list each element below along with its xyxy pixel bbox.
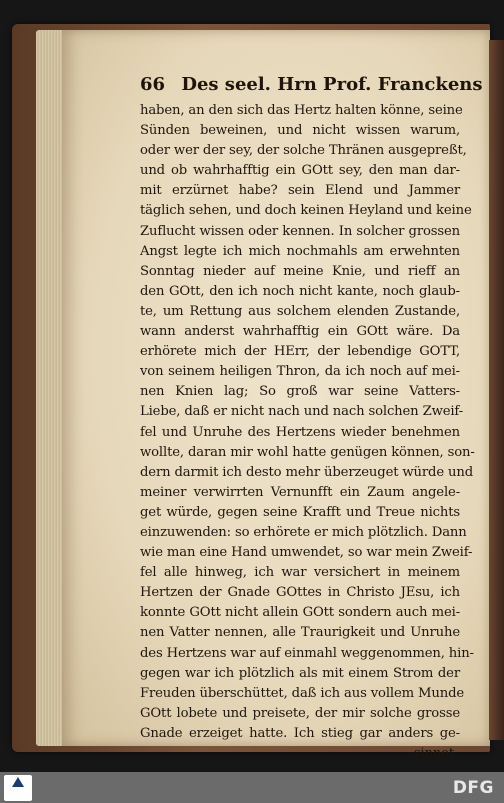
- text-line: täglich sehen, und doch keinen Heyland und keine: [140, 203, 472, 219]
- logo-mark-icon: [12, 777, 24, 787]
- text-line: und ob wahrhafftig ein GOtt sey, den man dar-: [140, 163, 460, 179]
- page-number: 66: [140, 74, 166, 95]
- text-line: fel und Unruhe des Hertzens wieder benehmen: [140, 424, 460, 440]
- running-head: Des seel. Hrn Prof. Franckens: [181, 74, 483, 95]
- text-line: von seinem heiligen Thron, da ich noch auf mei-: [140, 364, 460, 380]
- text-line: Freuden überschüttet, daß ich aus vollem Munde: [140, 685, 465, 701]
- dfg-logo: DFG: [452, 778, 494, 798]
- text-line: Liebe, daß er nicht nach und nach solchen Zweif-: [140, 404, 464, 420]
- cover-right-edge: [489, 40, 504, 740]
- text-line: wie man eine Hand umwendet, so war mein Zweif-: [140, 545, 473, 561]
- text-line: GOtt lobete und preisete, der mir solche grosse: [140, 705, 460, 721]
- text-line: mit erzürnet habe? sein Elend und Jammer: [140, 183, 460, 199]
- text-line: oder wer der sey, der solche Thränen ausgepreßt,: [140, 143, 467, 159]
- text-line: meiner verwirrten Vernunfft ein Zaum angele-: [140, 484, 460, 500]
- text-line: te, um Rettung aus solchem elenden Zustande,: [140, 303, 460, 319]
- text-line: erhörete mich der HErr, der lebendige GOTT,: [140, 344, 460, 360]
- text-line: Angst legte ich mich nochmahls am erwehnten: [140, 243, 460, 259]
- text-line: gegen war ich plötzlich als mit einem Strom der: [140, 665, 460, 681]
- text-line: nen Knien lag; So groß war seine Vatters-: [140, 384, 460, 400]
- page-header: [140, 74, 483, 100]
- text-line: haben, an den sich das Hertz halten könne, seine: [140, 103, 463, 118]
- text-line: get würde, gegen seine Krafft und Treue nichts: [140, 504, 460, 520]
- text-line: Hertzen der Gnade GOttes in Christo JEsu, ich: [140, 585, 460, 601]
- text-line: dern darmit ich desto mehr überzeuget würde und: [140, 464, 474, 480]
- text-line: einzuwenden: so erhörete er mich plötzlich. Dann: [140, 524, 467, 540]
- catchword: sinnet: [413, 746, 454, 761]
- body-text: [140, 101, 475, 764]
- library-logo-icon: [4, 775, 32, 801]
- text-line: nen Vatter nennen, alle Traurigkeit und Unruhe: [140, 625, 460, 641]
- text-line: Gnade erzeiget hatte. Ich stieg gar anders ge-: [140, 725, 460, 741]
- text-line: des Hertzens war auf einmahl weggenommen, hin-: [140, 645, 474, 661]
- text-line: konnte GOtt nicht allein GOtt sondern auch mei-: [140, 605, 460, 621]
- text-line: Sünden beweinen, und nicht wissen warum,: [140, 123, 460, 139]
- text-line: Zuflucht wissen oder kennen. In solcher grossen: [140, 223, 460, 239]
- text-line: fel alle hinweg, ich war versichert in meinem: [140, 565, 460, 581]
- text-line: den GOtt, den ich noch nicht kante, noch glaub-: [140, 283, 460, 299]
- footer-bar: [0, 772, 504, 803]
- text-line: wollte, daran mir wohl hatte genügen können, son-: [140, 444, 475, 460]
- text-line: Sonntag nieder auf meine Knie, und rieff an: [140, 263, 460, 279]
- text-line: wann anderst wahrhafftig ein GOtt wäre. Da: [140, 324, 460, 340]
